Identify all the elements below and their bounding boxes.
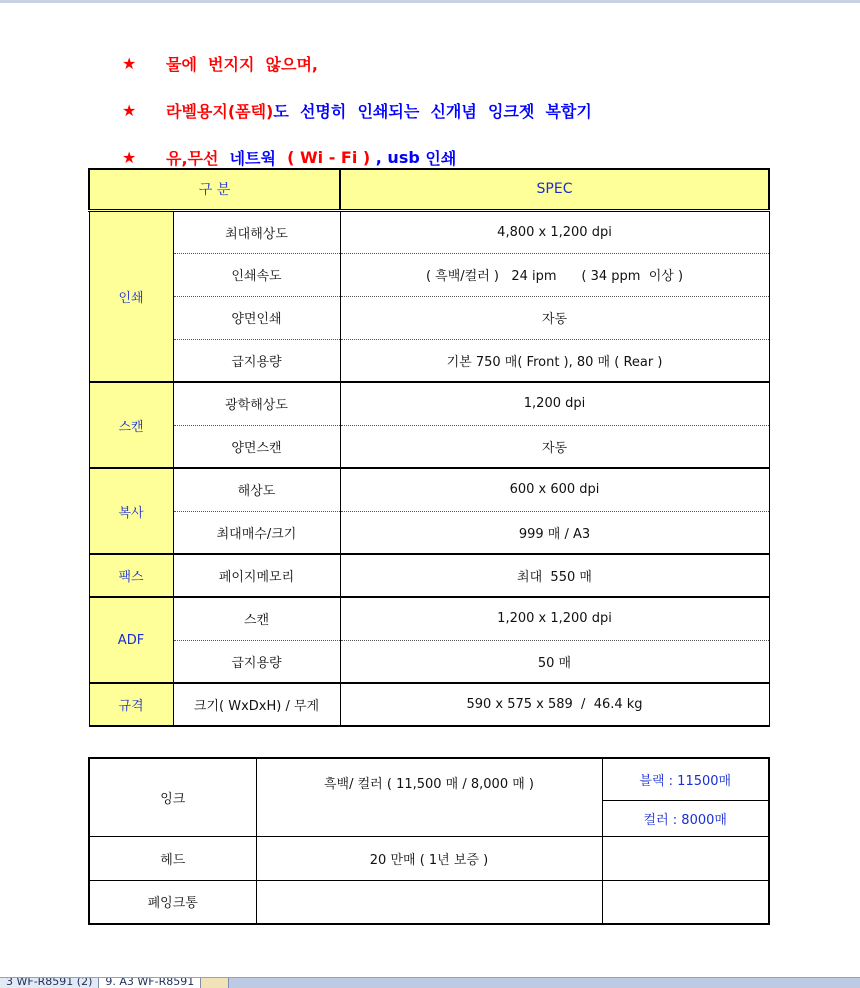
spec-value: 1,200 x 1,200 dpi [340,597,769,640]
ink-label: 잉크 [89,758,256,836]
new-sheet-icon[interactable] [201,978,229,988]
spec-item: 급지용량 [173,339,340,382]
bullet-text: 인쇄 [419,149,457,168]
head-value: 20 만매 ( 1년 보증 ) [256,836,602,880]
spec-item: 해상도 [173,468,340,511]
spec-value: ( 흑백/컬러 ) 24 ipm ( 34 ppm 이상 ) [340,253,769,296]
feature-bullet [122,40,592,87]
spec-value: 자동 [340,425,769,468]
bullet-text: , usb [375,148,420,167]
spec-category: 인쇄 [89,210,173,382]
tab-bar-filler [229,978,860,988]
spec-item: 광학해상도 [173,382,340,425]
spec-item: 양면인쇄 [173,296,340,339]
bullet-text: 물에 번지지 않으며, [166,55,319,74]
bullet-text: ( Wi - Fi ) [275,148,376,167]
spec-value: 자동 [340,296,769,339]
spec-item: 최대해상도 [173,210,340,253]
spec-header-row [89,169,769,210]
spec-row [89,640,769,683]
star-icon: ★ [122,54,137,73]
spec-row [89,253,769,296]
spec-item: 인쇄속도 [173,253,340,296]
waste-label: 폐잉크통 [89,880,256,924]
color-yield: 컬러 : 8000매 [602,800,769,836]
sheet-tab[interactable]: 3 WF-R8591 (2) [0,978,99,988]
spec-item: 크기( WxDxH) / 무게 [173,683,340,726]
spec-category: 스캔 [89,382,173,468]
feature-bullet [122,87,592,134]
spec-row [89,683,769,726]
spec-row [89,296,769,339]
sheet-tab-bar [0,977,860,988]
spec-row [89,425,769,468]
spec-item: 최대매수/크기 [173,511,340,554]
spec-row [89,339,769,382]
spec-row [89,468,769,511]
header-spec: SPEC [340,169,769,210]
star-icon: ★ [122,148,137,167]
spec-value: 50 매 [340,640,769,683]
sheet-tab-active[interactable]: 9. A3 WF-R8591 [99,978,201,988]
ink-value: 흑백/ 컬러 ( 11,500 매 / 8,000 매 ) [256,758,602,836]
feature-bullets [122,40,592,181]
spec-table [88,168,770,727]
spec-item: 스캔 [173,597,340,640]
spec-value: 1,200 dpi [340,382,769,425]
spec-category: ADF [89,597,173,683]
spec-category: 팩스 [89,554,173,597]
spec-row [89,210,769,253]
spec-value: 600 x 600 dpi [340,468,769,511]
bullet-text: 도 선명히 인쇄되는 신개념 잉크젯 복합기 [273,102,592,121]
spec-item: 페이지메모리 [173,554,340,597]
bullet-text: 라벨용지(폼텍) [166,102,274,121]
head-extra [602,836,769,880]
spec-row [89,382,769,425]
spec-item: 양면스캔 [173,425,340,468]
spec-value: 590 x 575 x 589 / 46.4 kg [340,683,769,726]
spec-row [89,597,769,640]
spec-value: 기본 750 매( Front ), 80 매 ( Rear ) [340,339,769,382]
ink-table [88,757,770,925]
black-yield: 블랙 : 11500매 [602,758,769,800]
waste-value [256,880,602,924]
spec-row [89,554,769,597]
head-label: 헤드 [89,836,256,880]
star-icon: ★ [122,101,137,120]
top-border [0,0,860,3]
spec-category: 규격 [89,683,173,726]
spec-value: 최대 550 매 [340,554,769,597]
spec-value: 999 매 / A3 [340,511,769,554]
spec-value: 4,800 x 1,200 dpi [340,210,769,253]
spec-category: 복사 [89,468,173,554]
spec-row [89,511,769,554]
spec-item: 급지용량 [173,640,340,683]
waste-extra [602,880,769,924]
header-category: 구 분 [89,169,340,210]
bullet-text: 네트웍 [229,149,276,168]
bullet-text: 유,무선 [166,149,230,168]
